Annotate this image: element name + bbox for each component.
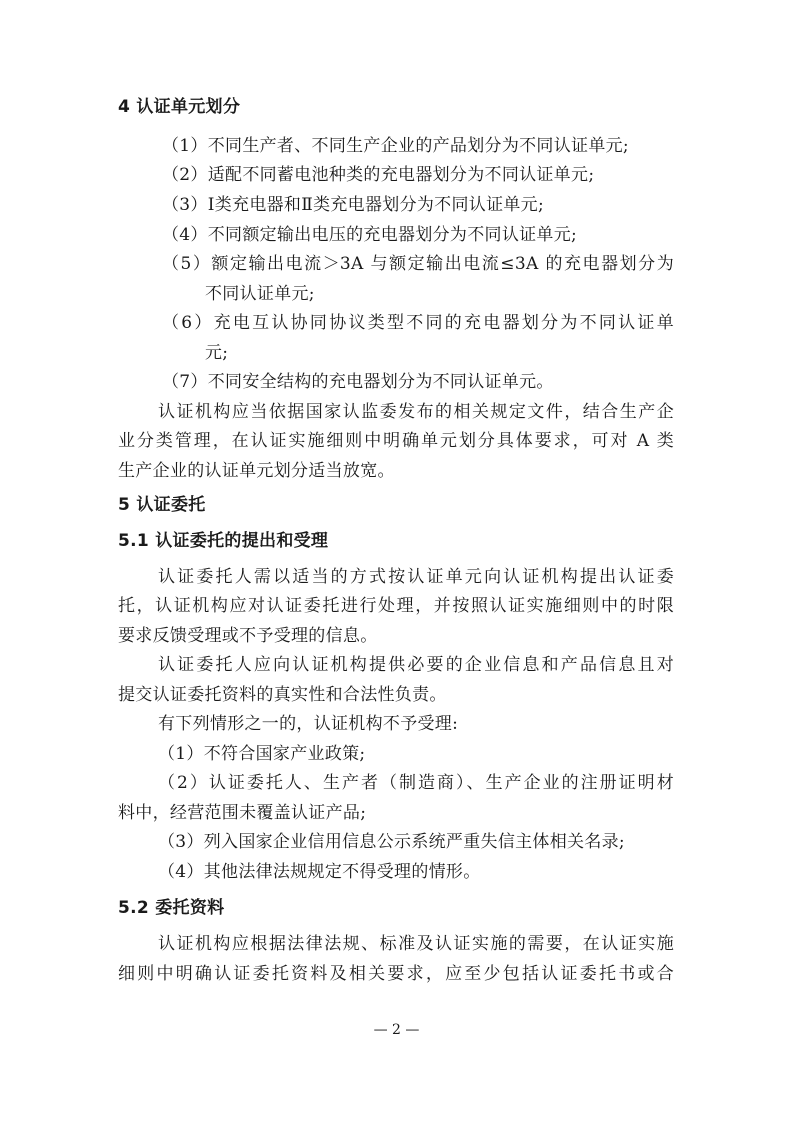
s4-item-4: （4）不同额定输出电压的充电器划分为不同认证单元; bbox=[162, 225, 578, 245]
s51-p1-line-3: 要求反馈受理或不予受理的信息。 bbox=[118, 626, 378, 646]
s4-paragraph-line-1: 认证机构应当依据国家认监委发布的相关规定文件，结合生产企 bbox=[158, 402, 674, 422]
s51-item-4: （4）其他法律法规规定不得受理的情形。 bbox=[158, 862, 481, 882]
s51-p2-line-1: 认证委托人应向认证机构提供必要的企业信息和产品信息且对 bbox=[158, 655, 674, 675]
s4-paragraph-line-3: 生产企业的认证单元划分适当放宽。 bbox=[118, 461, 395, 481]
s4-item-2: （2）适配不同蓄电池种类的充电器划分为不同认证单元; bbox=[162, 165, 595, 185]
s52-p1-line-1: 认证机构应根据法律法规、标准及认证实施的需要，在认证实施 bbox=[158, 934, 674, 954]
s4-item-1: （1）不同生产者、不同生产企业的产品划分为不同认证单元; bbox=[162, 136, 629, 156]
section-4-heading: 4 认证单元划分 bbox=[118, 97, 241, 117]
page-number: — 2 — bbox=[373, 1022, 420, 1038]
s4-item-5-cont: 不同认证单元; bbox=[205, 284, 315, 304]
s51-p3: 有下列情形之一的，认证机构不予受理: bbox=[158, 714, 459, 734]
s51-item-1: （1）不符合国家产业政策; bbox=[158, 744, 366, 764]
s51-item-3: （3）列入国家企业信用信息公示系统严重失信主体相关名录; bbox=[158, 832, 625, 852]
s51-p1-line-1: 认证委托人需以适当的方式按认证单元向认证机构提出认证委 bbox=[158, 567, 674, 587]
s51-p1-line-2: 托，认证机构应对认证委托进行处理，并按照认证实施细则中的时限 bbox=[118, 596, 674, 616]
s4-item-7: （7）不同安全结构的充电器划分为不同认证单元。 bbox=[162, 372, 554, 392]
s4-item-5: （5）额定输出电流＞3A 与额定输出电流≤3A 的充电器划分为 bbox=[162, 254, 674, 274]
section-5-1-heading: 5.1 认证委托的提出和受理 bbox=[118, 531, 329, 551]
section-5-heading: 5 认证委托 bbox=[118, 495, 206, 515]
s52-p1-line-2: 细则中明确认证委托资料及相关要求，应至少包括认证委托书或合 bbox=[118, 964, 674, 984]
s51-item-2-cont: 料中，经营范围未覆盖认证产品; bbox=[118, 803, 367, 823]
s51-p2-line-2: 提交认证委托资料的真实性和合法性负责。 bbox=[118, 685, 447, 705]
s4-item-6-cont: 元; bbox=[205, 343, 229, 363]
section-5-2-heading: 5.2 委托资料 bbox=[118, 898, 225, 918]
s4-item-3: （3）Ⅰ类充电器和Ⅱ类充电器划分为不同认证单元; bbox=[162, 195, 545, 215]
s51-item-2: （2）认证委托人、生产者（制造商）、生产企业的注册证明材 bbox=[158, 773, 674, 793]
s4-paragraph-line-2: 业分类管理，在认证实施细则中明确单元划分具体要求，可对 A 类 bbox=[118, 431, 674, 451]
s4-item-6: （6）充电互认协同协议类型不同的充电器划分为不同认证单 bbox=[162, 313, 674, 333]
